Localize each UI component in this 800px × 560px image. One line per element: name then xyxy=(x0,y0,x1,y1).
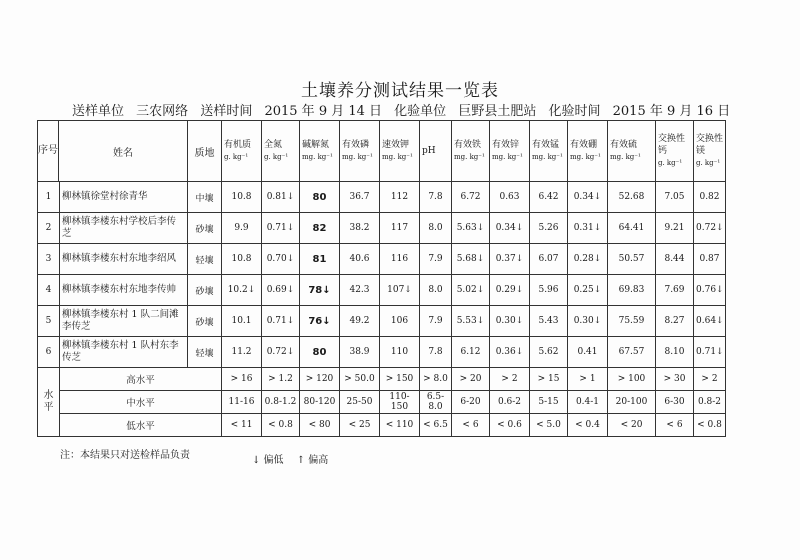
cell-zn: 0.36↓ xyxy=(490,337,530,368)
cell-mg: 0.71↓ xyxy=(694,337,726,368)
level-ak: 110-150 xyxy=(380,391,420,414)
cell-ak: 106 xyxy=(380,306,420,337)
header-fe-label: 有效铁 xyxy=(454,140,482,150)
cell-ak: 117 xyxy=(380,213,420,244)
cell-mg: 0.82 xyxy=(694,182,726,213)
header-seq: 序号 xyxy=(38,121,59,181)
level-tn: > 1.2 xyxy=(262,368,300,391)
cell-seq: 3 xyxy=(38,244,60,275)
level-b: < 0.4 xyxy=(568,414,608,437)
cell-ca: 8.44 xyxy=(656,244,694,275)
cell-ap: 36.7 xyxy=(340,182,380,213)
level-label: 低水平 xyxy=(60,414,222,437)
level-s: < 20 xyxy=(608,414,656,437)
level-mn: > 15 xyxy=(530,368,568,391)
header-mg-unit: g. kg⁻¹ xyxy=(696,159,721,167)
header-fe xyxy=(452,121,490,182)
sender-value: 三农网络 xyxy=(136,104,189,119)
level-ca: 6-30 xyxy=(656,391,694,414)
levels-label: 水平 xyxy=(38,368,60,437)
cell-b: 0.28↓ xyxy=(568,244,608,275)
cell-an: 80 xyxy=(300,337,340,368)
cell-ph: 7.9 xyxy=(420,306,452,337)
lab-value: 巨野县土肥站 xyxy=(458,104,537,119)
cell-fe: 6.12 xyxy=(452,337,490,368)
level-b: 0.4-1 xyxy=(568,391,608,414)
cell-zn: 0.63 xyxy=(490,182,530,213)
level-fe: 6-20 xyxy=(452,391,490,414)
cell-seq: 5 xyxy=(38,306,60,337)
level-label: 高水平 xyxy=(60,368,222,391)
test-time-value: 2015 年 9 月 16 日 xyxy=(612,104,731,119)
header-b-unit: mg. kg⁻¹ xyxy=(570,153,601,161)
cell-ph: 7.9 xyxy=(420,244,452,275)
header-mg xyxy=(694,121,726,182)
header-mn-label: 有效锰 xyxy=(532,140,560,150)
cell-ph: 7.8 xyxy=(420,337,452,368)
table-row xyxy=(38,182,726,213)
level-ph: > 8.0 xyxy=(420,368,452,391)
header-ak-label: 速效钾 xyxy=(382,140,410,150)
level-fe: > 20 xyxy=(452,368,490,391)
lab-label: 化验单位 xyxy=(394,104,447,119)
cell-mn: 6.42 xyxy=(530,182,568,213)
level-an: 80-120 xyxy=(300,391,340,414)
send-time-label: 送样时间 xyxy=(200,104,253,119)
legend-high: ↑ 偏高 xyxy=(296,455,329,466)
header-name xyxy=(38,121,188,182)
level-zn: 0.6-2 xyxy=(490,391,530,414)
results-table xyxy=(37,120,726,437)
sender-label: 送样单位 xyxy=(72,104,125,119)
table-row xyxy=(38,244,726,275)
header-tn-label: 全氮 xyxy=(264,140,283,150)
cell-zn: 0.30↓ xyxy=(490,306,530,337)
legend-low: ↓ 偏低 xyxy=(252,455,284,466)
cell-ak: 116 xyxy=(380,244,420,275)
cell-b: 0.31↓ xyxy=(568,213,608,244)
cell-ca: 9.21 xyxy=(656,213,694,244)
level-s: 20-100 xyxy=(608,391,656,414)
cell-seq: 2 xyxy=(38,213,60,244)
header-an-label: 碱解氮 xyxy=(302,140,330,150)
cell-ph: 7.8 xyxy=(420,182,452,213)
cell-ca: 8.10 xyxy=(656,337,694,368)
cell-fe: 5.53↓ xyxy=(452,306,490,337)
header-mn xyxy=(530,121,568,182)
cell-mg: 0.64↓ xyxy=(694,306,726,337)
header-name-label: 姓名 xyxy=(113,147,133,159)
cell-s: 64.41 xyxy=(608,213,656,244)
header-fe-unit: mg. kg⁻¹ xyxy=(454,153,485,161)
cell-ph: 8.0 xyxy=(420,213,452,244)
level-ca: < 6 xyxy=(656,414,694,437)
cell-b: 0.34↓ xyxy=(568,182,608,213)
cell-an: 76↓ xyxy=(300,306,340,337)
header-zn xyxy=(490,121,530,182)
header-mg-label: 交换性镁 xyxy=(696,134,724,156)
cell-tn: 0.70↓ xyxy=(262,244,300,275)
table-row xyxy=(38,213,726,244)
header-mn-unit: mg. kg⁻¹ xyxy=(532,153,563,161)
header-zn-label: 有效锌 xyxy=(492,140,520,150)
level-mg: < 0.8 xyxy=(694,414,726,437)
level-ak: > 150 xyxy=(380,368,420,391)
header-s-label: 有效硫 xyxy=(610,140,638,150)
level-tn: 0.8-1.2 xyxy=(262,391,300,414)
cell-tn: 0.71↓ xyxy=(262,306,300,337)
cell-name: 柳林镇李楼东村 1 队村东李传芝 xyxy=(60,337,188,368)
cell-fe: 5.63↓ xyxy=(452,213,490,244)
cell-texture: 砂壤 xyxy=(188,275,222,306)
cell-ak: 112 xyxy=(380,182,420,213)
cell-fe: 6.72 xyxy=(452,182,490,213)
header-om-label: 有机质 xyxy=(224,140,252,150)
header-s xyxy=(608,121,656,182)
cell-ap: 42.3 xyxy=(340,275,380,306)
cell-texture: 轻壤 xyxy=(188,337,222,368)
cell-tn: 0.71↓ xyxy=(262,213,300,244)
level-zn: < 0.6 xyxy=(490,414,530,437)
cell-seq: 1 xyxy=(38,182,60,213)
level-ap: > 50.0 xyxy=(340,368,380,391)
cell-s: 52.68 xyxy=(608,182,656,213)
level-mn: 5-15 xyxy=(530,391,568,414)
cell-zn: 0.34↓ xyxy=(490,213,530,244)
cell-texture: 轻壤 xyxy=(188,244,222,275)
cell-texture: 中壤 xyxy=(188,182,222,213)
header-s-unit: mg. kg⁻¹ xyxy=(610,153,641,161)
cell-texture: 砂壤 xyxy=(188,306,222,337)
cell-ak: 107↓ xyxy=(380,275,420,306)
cell-tn: 0.81↓ xyxy=(262,182,300,213)
header-ph: pH xyxy=(420,121,452,182)
cell-ap: 40.6 xyxy=(340,244,380,275)
cell-ph: 8.0 xyxy=(420,275,452,306)
cell-s: 75.59 xyxy=(608,306,656,337)
level-mg: 0.8-2 xyxy=(694,391,726,414)
cell-mn: 6.07 xyxy=(530,244,568,275)
level-mg: > 2 xyxy=(694,368,726,391)
level-s: > 100 xyxy=(608,368,656,391)
cell-ca: 8.27 xyxy=(656,306,694,337)
cell-b: 0.41 xyxy=(568,337,608,368)
cell-mn: 5.62 xyxy=(530,337,568,368)
arrow-legend xyxy=(252,451,338,466)
table-row xyxy=(38,306,726,337)
cell-om: 10.1 xyxy=(222,306,262,337)
cell-b: 0.25↓ xyxy=(568,275,608,306)
level-ak: < 110 xyxy=(380,414,420,437)
header-tn-unit: g. kg⁻¹ xyxy=(264,153,289,161)
level-mn: < 5.0 xyxy=(530,414,568,437)
cell-ap: 38.2 xyxy=(340,213,380,244)
cell-zn: 0.37↓ xyxy=(490,244,530,275)
header-ap xyxy=(340,121,380,182)
test-time-label: 化验时间 xyxy=(548,104,601,119)
header-tn xyxy=(262,121,300,182)
header-om xyxy=(222,121,262,182)
cell-mn: 5.96 xyxy=(530,275,568,306)
header-ak-unit: mg. kg⁻¹ xyxy=(382,153,413,161)
header-an xyxy=(300,121,340,182)
cell-om: 11.2 xyxy=(222,337,262,368)
cell-mg: 0.72↓ xyxy=(694,213,726,244)
header-ca-unit: g. kg⁻¹ xyxy=(658,159,683,167)
cell-seq: 4 xyxy=(38,275,60,306)
level-ca: > 30 xyxy=(656,368,694,391)
header-ca-label: 交换性钙 xyxy=(658,134,686,156)
cell-s: 67.57 xyxy=(608,337,656,368)
cell-om: 10.8 xyxy=(222,182,262,213)
header-om-unit: g. kg⁻¹ xyxy=(224,153,249,161)
level-ph: 6.5-8.0 xyxy=(420,391,452,414)
page-title: 土壤养分测试结果一览表 xyxy=(301,81,499,101)
cell-fe: 5.02↓ xyxy=(452,275,490,306)
header-row xyxy=(38,121,726,182)
cell-an: 78↓ xyxy=(300,275,340,306)
cell-s: 50.57 xyxy=(608,244,656,275)
cell-ca: 7.05 xyxy=(656,182,694,213)
table-row xyxy=(38,275,726,306)
cell-tn: 0.69↓ xyxy=(262,275,300,306)
cell-an: 81 xyxy=(300,244,340,275)
send-time-value: 2015 年 9 月 14 日 xyxy=(264,104,383,119)
level-b: > 1 xyxy=(568,368,608,391)
header-texture: 质地 xyxy=(188,121,222,182)
cell-name: 柳林镇徐堂村徐青华 xyxy=(60,182,188,213)
header-b-label: 有效硼 xyxy=(570,140,598,150)
cell-fe: 5.68↓ xyxy=(452,244,490,275)
cell-mg: 0.87 xyxy=(694,244,726,275)
header-ak xyxy=(380,121,420,182)
table-row xyxy=(38,337,726,368)
header-ap-unit: mg. kg⁻¹ xyxy=(342,153,373,161)
cell-mn: 5.43 xyxy=(530,306,568,337)
footnote: 注：本结果只对送检样品负责 xyxy=(60,450,190,461)
header-ap-label: 有效磷 xyxy=(342,140,370,150)
cell-b: 0.30↓ xyxy=(568,306,608,337)
level-fe: < 6 xyxy=(452,414,490,437)
level-tn: < 0.8 xyxy=(262,414,300,437)
cell-name: 柳林镇李楼东村东地李传帅 xyxy=(60,275,188,306)
cell-an: 80 xyxy=(300,182,340,213)
report-meta xyxy=(72,100,738,119)
cell-om: 10.2↓ xyxy=(222,275,262,306)
level-row-mid xyxy=(38,391,726,414)
header-an-unit: mg. kg⁻¹ xyxy=(302,153,333,161)
level-ap: < 25 xyxy=(340,414,380,437)
level-row-low xyxy=(38,414,726,437)
cell-ak: 110 xyxy=(380,337,420,368)
cell-mg: 0.76↓ xyxy=(694,275,726,306)
level-om: > 16 xyxy=(222,368,262,391)
cell-om: 10.8 xyxy=(222,244,262,275)
cell-ca: 7.69 xyxy=(656,275,694,306)
cell-tn: 0.72↓ xyxy=(262,337,300,368)
level-an: < 80 xyxy=(300,414,340,437)
cell-seq: 6 xyxy=(38,337,60,368)
cell-texture: 砂壤 xyxy=(188,213,222,244)
header-zn-unit: mg. kg⁻¹ xyxy=(492,153,523,161)
level-om: 11-16 xyxy=(222,391,262,414)
cell-zn: 0.29↓ xyxy=(490,275,530,306)
cell-mn: 5.26 xyxy=(530,213,568,244)
cell-ap: 38.9 xyxy=(340,337,380,368)
cell-name: 柳林镇李楼东村东地李绍风 xyxy=(60,244,188,275)
level-ap: 25-50 xyxy=(340,391,380,414)
cell-s: 69.83 xyxy=(608,275,656,306)
cell-an: 82 xyxy=(300,213,340,244)
cell-name: 柳林镇李楼东村学校后李传芝 xyxy=(60,213,188,244)
level-an: > 120 xyxy=(300,368,340,391)
cell-ap: 49.2 xyxy=(340,306,380,337)
level-zn: > 2 xyxy=(490,368,530,391)
level-label: 中水平 xyxy=(60,391,222,414)
cell-om: 9.9 xyxy=(222,213,262,244)
header-ca xyxy=(656,121,694,182)
level-row-high xyxy=(38,368,726,391)
cell-name: 柳林镇李楼东村 1 队二间滩李传芝 xyxy=(60,306,188,337)
header-b xyxy=(568,121,608,182)
level-om: < 11 xyxy=(222,414,262,437)
level-ph: < 6.5 xyxy=(420,414,452,437)
